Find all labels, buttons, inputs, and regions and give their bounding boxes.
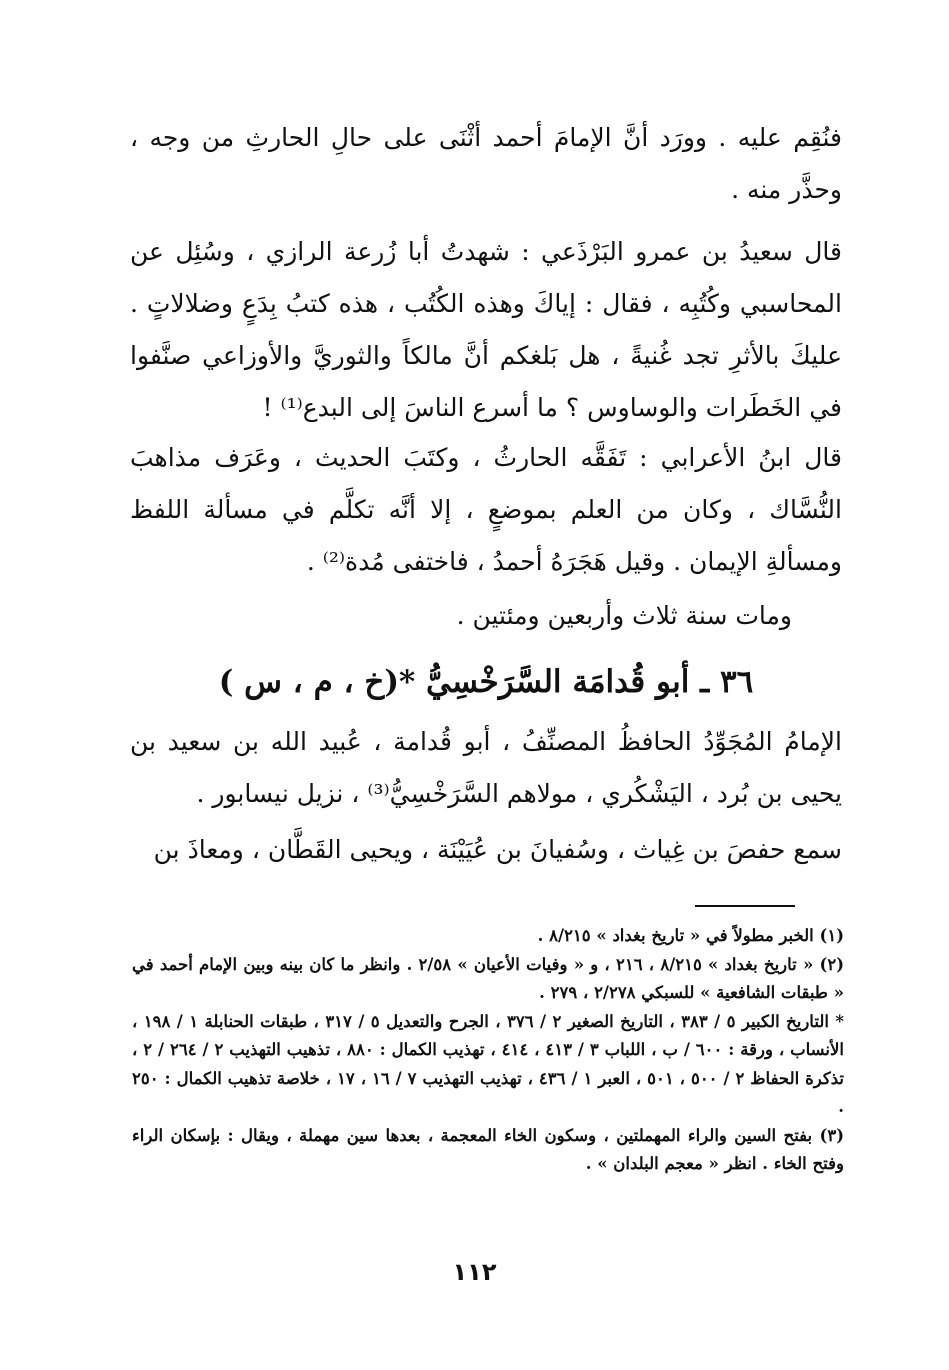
section-heading: ٣٦ ـ أبو قُدامَة السَّرَخْسِيُّ *(خ ، م ، س ) [218,664,754,700]
paragraph-2-text: قال سعيدُ بن عمرو البَرْذَعي : شهدتُ أبا زُرعة الرازي ، وسُئِل عن المحاسبي وكُتُبِه ، فقال : إياكَ وهذه الكُتُب ، هذه كتبُ بِدَعٍ وضلالاتٍ . عليكَ بالأثرِ تجد غُنيةً ، هل بَلغكم أنَّ مالكاً والثوريَّ والأوزاعي صنَّفوا في الخَطَرات والوساوس ؟ ما أسرع الناسَ إلى البدع⁽¹⁾ ! [130,237,842,422]
paragraph-2 [130,226,842,434]
footnote-3: (٣) بفتح السين والراء المهملتين ، وسكون الخاء المعجمة ، بعدها سين مهملة ، ويقال : بإسكان الراء وفتح الخاء . انظر « معجم البلدان » . [132,1125,844,1173]
paragraph-1-text: فنُقِم عليه . وورَد أنَّ الإمامَ أحمد أثْنَى على حالِ الحارثِ من وجه ، وحذَّر منه . [130,123,842,204]
footnote-1: (١) الخبر مطولاً في « تاريخ بغداد » ٨/٢١٥ . [537,926,844,945]
paragraph-6 [130,824,842,876]
paragraph-5-text: الإمامُ المُجَوِّدُ الحافظُ المصنِّفُ ، أبو قُدامة ، عُبيد الله بن سعيد بن يحيى بن بُرد ، اليَشْكُري ، مولاهم السَّرَخْسِيُّ⁽³⁾ ، نزيل نيسابور . [130,727,842,808]
footnote-star: * التاريخ الكبير ٥ / ٣٨٣ ، التاريخ الصغير ٢ / ٣٧٦ ، الجرح والتعديل ٥ / ٣١٧ ، طبقات الحنابلة ١ / ١٩٨ ، الأنساب ، ورقة : ٦٠٠ / ب ، اللباب ٣ / ٤١٣ ، ٤١٤ ، تهذيب الكمال : ٨٨٠ ، تذهيب التهذيب ٢ / ٢٦٤ / ٢ ، تذكرة الحفاظ ٢ / ٥٠٠ ، ٥٠١ ، العبر ١ / ٤٣٦ ، تهذيب التهذيب ٧ / ١٦ ، ١٧ ، خلاصة تذهيب الكمال : ٢٥٠ . [132,1011,844,1116]
paragraph-5 [130,716,842,820]
footnote-separator [695,905,795,907]
footnote-2: (٢) « تاريخ بغداد » ٨/٢١٥ ، ٢١٦ ، و « وفيات الأعيان » ٢/٥٨ . وانظر ما كان بينه وبين الإمام أحمد في « طبقات الشافعية » للسبكي ٢/٢٧٨ ، ٢٧٩ . [132,954,844,1002]
paragraph-1 [130,112,842,216]
paragraph-4-text: ومات سنة ثلاث وأربعين ومئتين . [456,601,792,630]
paragraph-4 [130,590,842,642]
page-number: ١١٢ [452,1258,497,1286]
paragraph-6-text: سمع حفصَ بن غِياث ، وسُفيانَ بن عُيَيْنَة ، ويحيى القَطَّان ، ومعاذَ بن [153,835,842,864]
paragraph-3-text: قال ابنُ الأعرابي : تَفَقَّه الحارثُ ، وكتَبَ الحديث ، وعَرَف مذاهبَ النُّسَّاك ، وكان من العلم بموضعٍ ، إلا أنَّه تكلَّم في مسألة اللفظ ومسألةِ الإيمان . وقيل هَجَرَهُ أحمدُ ، فاختفى مُدة⁽²⁾ . [130,443,842,576]
paragraph-3 [130,432,842,588]
footnotes [132,922,844,1179]
